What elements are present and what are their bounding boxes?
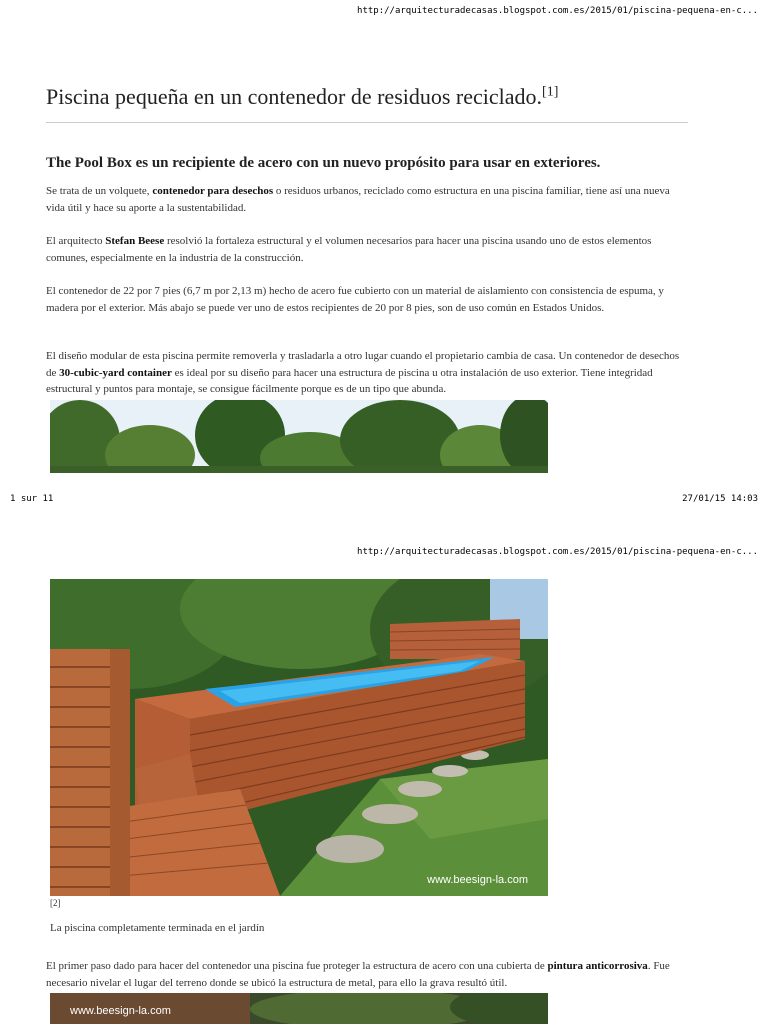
pool-photo [50, 579, 548, 896]
page-count: 1 sur 11 [10, 494, 54, 504]
p5-text-c: . Fue necesario nivelar el lugar del terreno donde se ubicó la estructura de metal, para ello la grava resultó útil. [46, 960, 670, 989]
p5-text-a: El primer paso dado para hacer del contenedor una piscina fue proteger la estructura de acero con una cubierta de [46, 960, 548, 972]
p4-bold: 30-cubic-yard container [59, 366, 172, 379]
p1-text-c: o residuos urbanos, reciclado como estructura en una piscina familiar, tiene así una nueva vida útil y hace su aporte a la sustentabilidad. [46, 185, 670, 214]
photo-watermark-2: www.beesign-la.com [70, 1005, 171, 1017]
print-datetime: 27/01/15 14:03 [682, 494, 758, 504]
p5-bold: pintura anticorrosiva [547, 960, 648, 972]
paragraph-4 [46, 348, 688, 398]
trees-photo [50, 400, 548, 473]
paragraph-1 [46, 183, 688, 216]
photo-watermark: www.beesign-la.com [427, 874, 528, 886]
page-footer [10, 494, 758, 504]
p4-text-c: es ideal por su diseño para hacer una estructura de piscina u otra instalación de uso exterior. Tiene integridad estructural y puntos para montaje, se consigue fácilmente porque es de un tipo que abunda. [46, 366, 653, 395]
p1-bold: contenedor para desechos [152, 185, 274, 197]
article-title-text: Piscina pequeña en un contenedor de residuos reciclado. [46, 84, 543, 109]
image-caption: La piscina completamente terminada en el jardín [50, 922, 265, 934]
second-photo [50, 993, 548, 1024]
article-title [46, 84, 688, 110]
p4-text-a: El diseño modular de esta piscina permite removerla y trasladarla a otro lugar cuando el propietario cambia de casa. Un contenedor de desechos de [46, 350, 680, 379]
page-url[interactable]: http://arquitecturadecasas.blogspot.com.es/2015/01/piscina-pequena-en-c... [357, 6, 758, 16]
paragraph-3: El contenedor de 22 por 7 pies (6,7 m por 2,13 m) hecho de acero fue cubierto con un material de aislamiento con consistencia de espuma, y madera por el exterior. Más abajo se puede ver uno de estos recipientes de 20 por 8 pies, son de uso común en Estados Unidos. [46, 285, 664, 314]
article-subtitle: The Pool Box es un recipiente de acero con un nuevo propósito para usar en exteriores. [46, 155, 601, 171]
p2-text-a: El arquitecto [46, 235, 106, 247]
paragraph-2 [46, 233, 688, 266]
p2-text-c: resolvió la fortaleza estructural y el volumen necesarios para hacer una piscina usando uno de estos elementos comunes, especialmente en la industria de la construcción. [46, 235, 652, 264]
paragraph-5 [46, 958, 688, 991]
title-divider [46, 122, 688, 123]
page-url-2[interactable]: http://arquitecturadecasas.blogspot.com.es/2015/01/piscina-pequena-en-c... [357, 547, 758, 557]
p1-text-a: Se trata de un volquete, [46, 185, 153, 197]
p2-bold: Stefan Beese [105, 235, 165, 247]
title-reference[interactable]: [1] [542, 84, 559, 100]
image-reference[interactable]: [2] [50, 898, 61, 908]
